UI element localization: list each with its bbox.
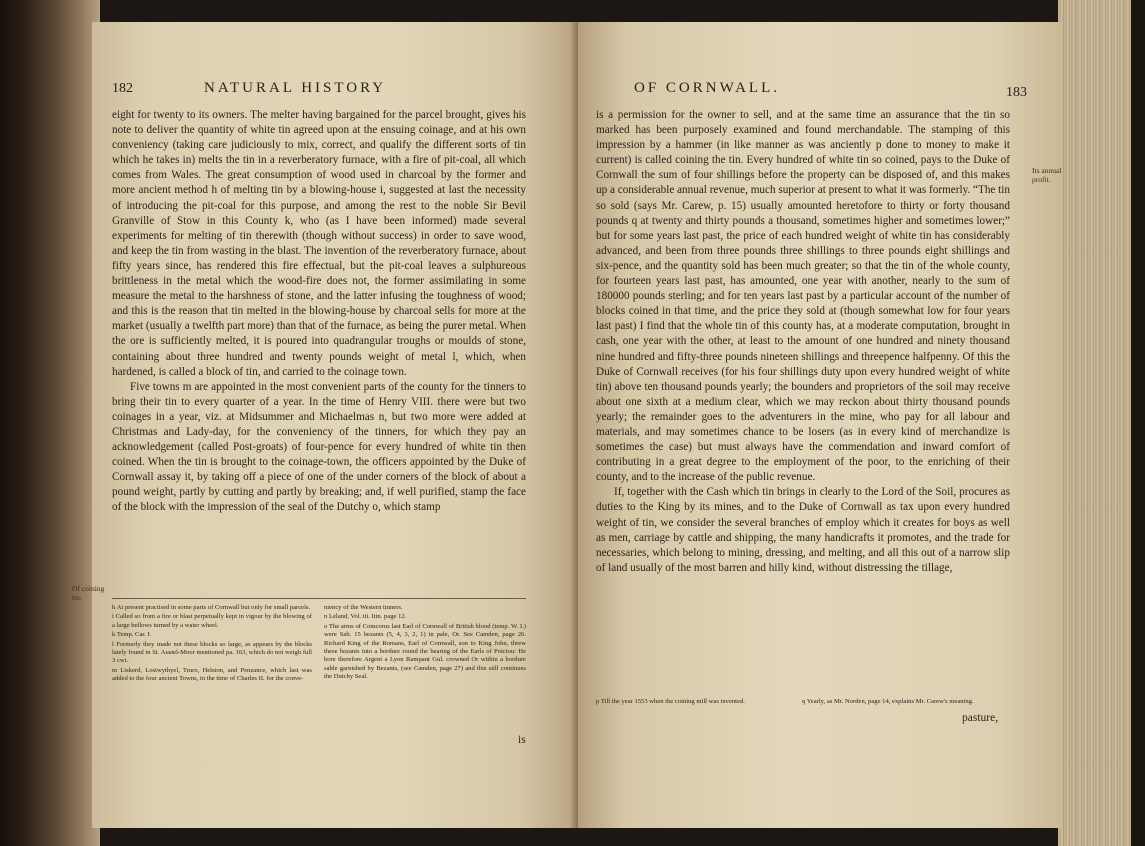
left-margin-note: Of coining tin. [72, 584, 105, 602]
right-paragraph-1: is a permission for the owner to sell, and at the same time an assurance that the tin so marked has been purposely examined and found merchandable. The stamping of this impression by a hammer (in like manner as was anciently p done to money to make it current) is called coining the tin. Every hundred of white tin so coined, pays to the Duke of Cornwall the sum of four shillings before the property can be disposed of, and this makes up a considerable annual revenue, much superior at present to what it was formerly. “The tin so sold (says Mr. Carew, p. 15) usually amounted heretofore to thirty or forty thousand pounds q at twenty and thirty pounds a thousand, sometimes higher and sometimes lower;” but for some years last past, the price of each hundred weight of white tin has considerably advanced, and been from three pounds three shillings to three pounds eight shillings and six-pence, and the quantity sold has been much greater; so that the tin of the whole county, for fourteen years last past, has amounted, one year with another, nearly to the sum of 180000 pounds sterling; and for ten years last past by a particular account of the number of blocks coined in that time, and the price they sold at (though somewhat low for four years last past) I find that the whole tin of this county has, at a moderate computation, brought in cash, one year with the other, at least to the amount of one hundred and ninety thousand nine hundred and fifty-three pounds nineteen shillings and threepence halfpenny. Of this the Duke of Cornwall receives (for his four shillings duty upon every hundred weight of white tin) above ten thousand pounds yearly; the bounders and proprietors of the soil may receive about one sixth at a medium clear, which we may reckon about thirty thousand pounds yearly; the remainder goes to the adventurers in the mine, who pay for all labour and materials, and may sometimes chance to be losers (as in every kind of merchandize is sometimes the case) but must always have the commendation and inward comfort of contributing in a great degree to the employment of the poor, to the enriching of their county, and to the increase of the public revenue. [596, 109, 1010, 484]
footnote-h: h At present practised in some parts of Cornwall but only for small parcels. [112, 604, 311, 611]
left-footnotes-col1 [112, 604, 312, 685]
book-right-page-edges [1058, 0, 1145, 846]
right-catchword: pasture, [962, 712, 999, 724]
left-page [92, 22, 578, 828]
footnote-m-cont: niency of the Western tinners. [324, 604, 403, 611]
left-footnote-rule [112, 598, 526, 599]
left-running-head-text: NATURAL HISTORY [204, 80, 387, 96]
right-running-head-text: OF CORNWALL. [634, 80, 781, 96]
footnote-m: m Liskerd, Lostwythyel, Truro, Helston, and Penzance, which last was added to the four ancient Towns, in the time of Charles II. for the conve- [112, 666, 312, 683]
footnote-p: p Till the year 1553 when the coining mill was invented. [596, 698, 745, 705]
left-paragraph-1: eight for twenty to its owners. The melter having bargained for the parcel brought, gives his note to deliver the quantity of white tin agreed upon at the ensuing coinage, and at his own conveniency (taking care judiciously to mix, correct, and qualify the different sorts of tin which he takes in) melts the tin in a reverberatory furnace, with a fire of pit-coal, all which comes from Wales. The great consumption of wood used in charcoal by the former and more ancient method h of melting tin by a blowing-house i, suggested at last the necessity of introducing the pit-coal for this purpose, and among the rest to the noble Sir Bevil Granville of Stow in this County k, who (as I have been informed) made several experiments for melting of tin therewith (though without success) in order to save wood, and keep the tin from wasting in the blast. The invention of the reverberatory furnace, about fifty years since, has rendered this fire effectual, but the pit-coal leaves a sulphureous brittleness in the metal which the wood-fire does not, the former assimilating in some measure the metal to the harshness of stone, and the latter infusing the toughness of wood; and this is the reason that tin melted in the blowing-house by charcoal sells for more at the market (usually a twelfth part more) than that of the furnace, as being the purer metal. When the ore is sufficiently melted, it is poured into quadrangular troughs or moulds of stone, containing about three hundred and twenty pounds weight of metal l, which, when hardened, is called a block of tin, and carried to the coinage town. [112, 109, 526, 378]
left-page-number: 182 [112, 81, 133, 96]
right-footnotes-col2 [802, 698, 1010, 707]
footnote-k: k Temp. Car. I. [112, 631, 152, 639]
footnote-o: o The arms of Comcorus last Earl of Cornwall of British blood (temp. W. I.) were Sab. 15 bezants (5, 4, 3, 2, 1) in pale, Or. See Camden, page 26. Richard King of the Romans, Earl of Cornwall, son to King John, threw these bezants into a bordure round the bearing of the Earls of Poictou: He bore therefore Argent a Lyon Rampant Gul. crowned Or within a bordure sable garnished by Bezants, (see Camden, page 27) and this still continues the Dutchy Seal. [324, 622, 526, 681]
footnote-q: q Yearly, as Mr. Norden, page 14, explains Mr. Carew's meaning. [802, 698, 974, 705]
left-footnotes [112, 604, 526, 754]
right-paragraph-2: If, together with the Cash which tin brings in clearly to the Lord of the Soil, procures as duties to the King by its mines, and to the Duke of Cornwall as tax upon every hundred weight of tin, we consider the several branches of employ which it creates for boys as well as men, carriage by cattle and shipping, the many handicrafts it promotes, and the trade for necessaries, which belong to mining, dressing, and melting, and all this out of a narrow slip of land usually of the most barren and hilly kind, without distressing the tillage, [596, 486, 1010, 574]
book-left-edge [0, 0, 100, 846]
right-margin-note: Its annual profit. [1032, 166, 1062, 184]
right-footnotes [596, 698, 1010, 722]
left-catchword: is [518, 734, 526, 746]
right-page [578, 22, 1062, 828]
footnote-l: l Formerly they made not these blocks so large, as appears by the blocks lately found in St. Austel-Moor mentioned pa. 163, which do not weigh full 3 cwt. [112, 640, 312, 665]
right-page-number: 183 [1006, 85, 1027, 100]
right-footnotes-col1 [596, 698, 786, 707]
right-body-text [596, 108, 1010, 576]
footnote-n: n Leland, Vol. iii. Itin. page 12. [324, 613, 407, 621]
left-body-text [112, 108, 526, 516]
left-paragraph-2: Five towns m are appointed in the most convenient parts of the county for the tinners to bring their tin to every quarter of a year. In the time of Henry VIII. there were but two coinages in a year, viz. at Midsummer and Michaelmas n, but two more were added at Christmas and Lady-day, for the conveniency of the tinners, for which they pay an acknowledgement (called Post-groats) of four-pence for every hundred of white tin then coined. When the tin is brought to the coinage-town, the officers appointed by the Duke of Cornwall assay it, by taking off a piece of one of the under corners of the block of about a pound weight, partly by cutting and partly by breaking; and, if well purified, stamp the face of the block with the impression of the seal of the Dutchy o, which stamp [112, 380, 526, 514]
right-running-head [634, 80, 1027, 100]
footnote-i: i Called so from a fire or blast perpetually kept in vigour by the blowing of a large bellows turned by a water wheel. [112, 613, 312, 629]
left-footnotes-col2 [324, 604, 526, 683]
left-running-head [112, 80, 387, 97]
